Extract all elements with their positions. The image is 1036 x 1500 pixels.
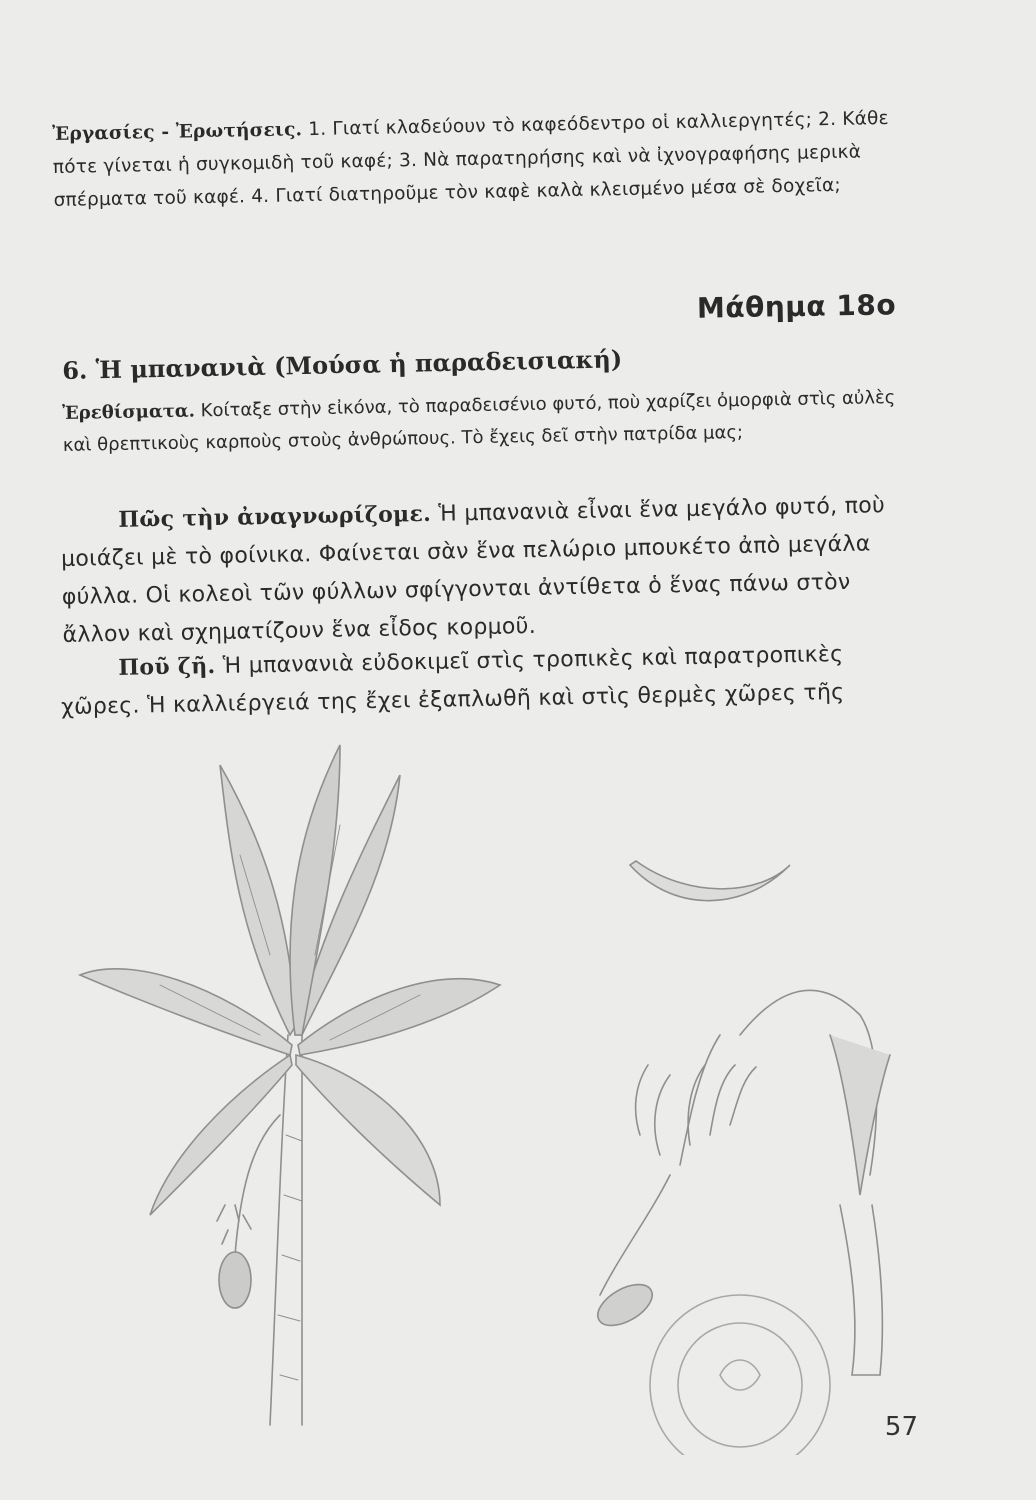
paragraph-habitat [60, 634, 909, 727]
intro-stimuli [62, 382, 908, 462]
lesson-title: Μάθημα 18ο [696, 288, 897, 325]
recognize-label: Πῶς τὴν ἀναγνωρίζομε. [118, 500, 432, 533]
banana-fruit-drawing [630, 861, 790, 901]
exercises-label: Ἐργασίες - Ἐρωτήσεις. [52, 119, 303, 145]
habitat-label: Ποῦ ζῆ. [118, 653, 216, 681]
exercises-questions [52, 102, 899, 217]
intro-text: Κοίταξε στὴν εἰκόνα, τὸ παραδεισένιο φυτό, ποὺ χαρίζει ὀμορφιὰ στὶς αὐλὲς καὶ θρεπτικοὺς καρποὺς στοὺς ἀνθρώπους. Τὸ ἔχεις δεῖ στὴν πατρίδα μας; [62, 387, 896, 456]
parliament-stamp [650, 1295, 830, 1455]
intro-label: Ἐρεθίσματα. [62, 400, 196, 424]
page-number: 57 [884, 1412, 918, 1442]
banana-tree-drawing [80, 745, 500, 1425]
section-heading: 6. Ἡ μπανανιὰ (Μούσα ἡ παραδεισιακή) [62, 344, 623, 385]
exercises-text: 1. Γιατί κλαδεύουν τὸ καφεόδεντρο οἱ καλλιεργητές; 2. Κάθε πότε γίνεται ἡ συγκομιδὴ τοῦ καφέ; 3. Νὰ παρατηρήσης καὶ νὰ ἰχνογραφήσης μερικὰ σπέρματα τοῦ καφέ. 4. Γιατί διατηροῦμε τὸν καφὲ καλὰ κλεισμένο μέσα σὲ δοχεῖα; [52, 107, 889, 211]
recognize-text: Ἡ μπανανιὰ εἶναι ἕνα μεγάλο φυτό, ποὺ μοιάζει μὲ τὸ φοίνικα. Φαίνεται σὰν ἕνα πελώριο μπουκέτο ἀπὸ μεγάλα φύλλα. Οἱ κολεοὶ τῶν φύλλων σφίγγονται ἀντίθετα ὁ ἕνας πάνω στὸν ἄλλον καὶ σχηματίζουν ἕνα εἶδος κορμοῦ. [60, 493, 886, 648]
paragraph-recognize [60, 486, 911, 655]
banana-bunch-drawing [591, 990, 890, 1375]
habitat-text: Ἡ μπανανιὰ εὐδοκιμεῖ στὶς τροπικὲς καὶ παρατροπικὲς χῶρες. Ἡ καλλιέργειά της ἔχει ἐξαπλωθῆ καὶ στὶς θερμὲς χῶρες τῆς [60, 641, 845, 720]
banana-plant-illustration [40, 735, 940, 1455]
